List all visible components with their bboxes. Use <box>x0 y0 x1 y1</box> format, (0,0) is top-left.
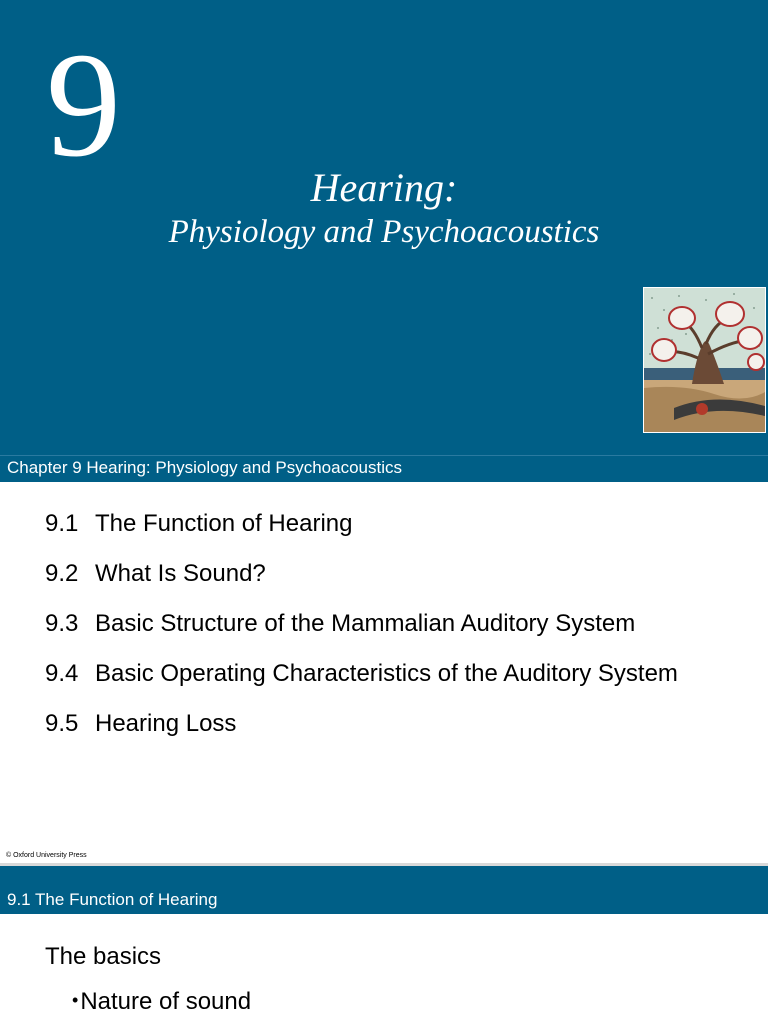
toc-item-number: 9.5 <box>45 710 79 737</box>
toc-item <box>45 710 678 760</box>
section-band <box>0 866 768 914</box>
section-band-text: 9.1 The Function of Hearing <box>7 890 218 909</box>
title-slide-header <box>0 0 768 455</box>
chapter-band-text: Chapter 9 Hearing: Physiology and Psychoacoustics <box>7 458 402 477</box>
toc-item-label: Basic Operating Characteristics of the Auditory System <box>95 660 678 687</box>
toc-item-number: 9.4 <box>45 660 79 687</box>
toc-item <box>45 510 678 560</box>
toc-item-number: 9.3 <box>45 610 79 637</box>
bullet-item <box>72 988 251 1016</box>
bullet-dot-icon: • <box>72 990 79 1010</box>
toc-item-label: Hearing Loss <box>95 710 237 737</box>
section-heading: The basics <box>45 943 162 970</box>
chapter-band <box>0 455 768 482</box>
toc-item-number: 9.2 <box>45 560 79 587</box>
copyright-notice: © Oxford University Press <box>6 852 87 859</box>
bullet-text: Nature of sound <box>80 988 252 1015</box>
toc-item <box>45 560 678 610</box>
title-line-2: Physiology and Psychoacoustics <box>168 214 600 250</box>
toc-item-label: What Is Sound? <box>95 560 266 587</box>
title-line-1: Hearing: <box>310 165 458 210</box>
chapter-number: 9 <box>46 22 121 188</box>
toc-item-label: The Function of Hearing <box>95 510 353 537</box>
toc-item-number: 9.1 <box>45 510 79 537</box>
table-of-contents <box>45 510 678 760</box>
cover-illustration <box>643 287 766 433</box>
ear-tree-illustration <box>644 288 765 432</box>
toc-item <box>45 610 678 660</box>
toc-item-label: Basic Structure of the Mammalian Auditory System <box>95 610 636 637</box>
toc-item <box>45 660 678 710</box>
